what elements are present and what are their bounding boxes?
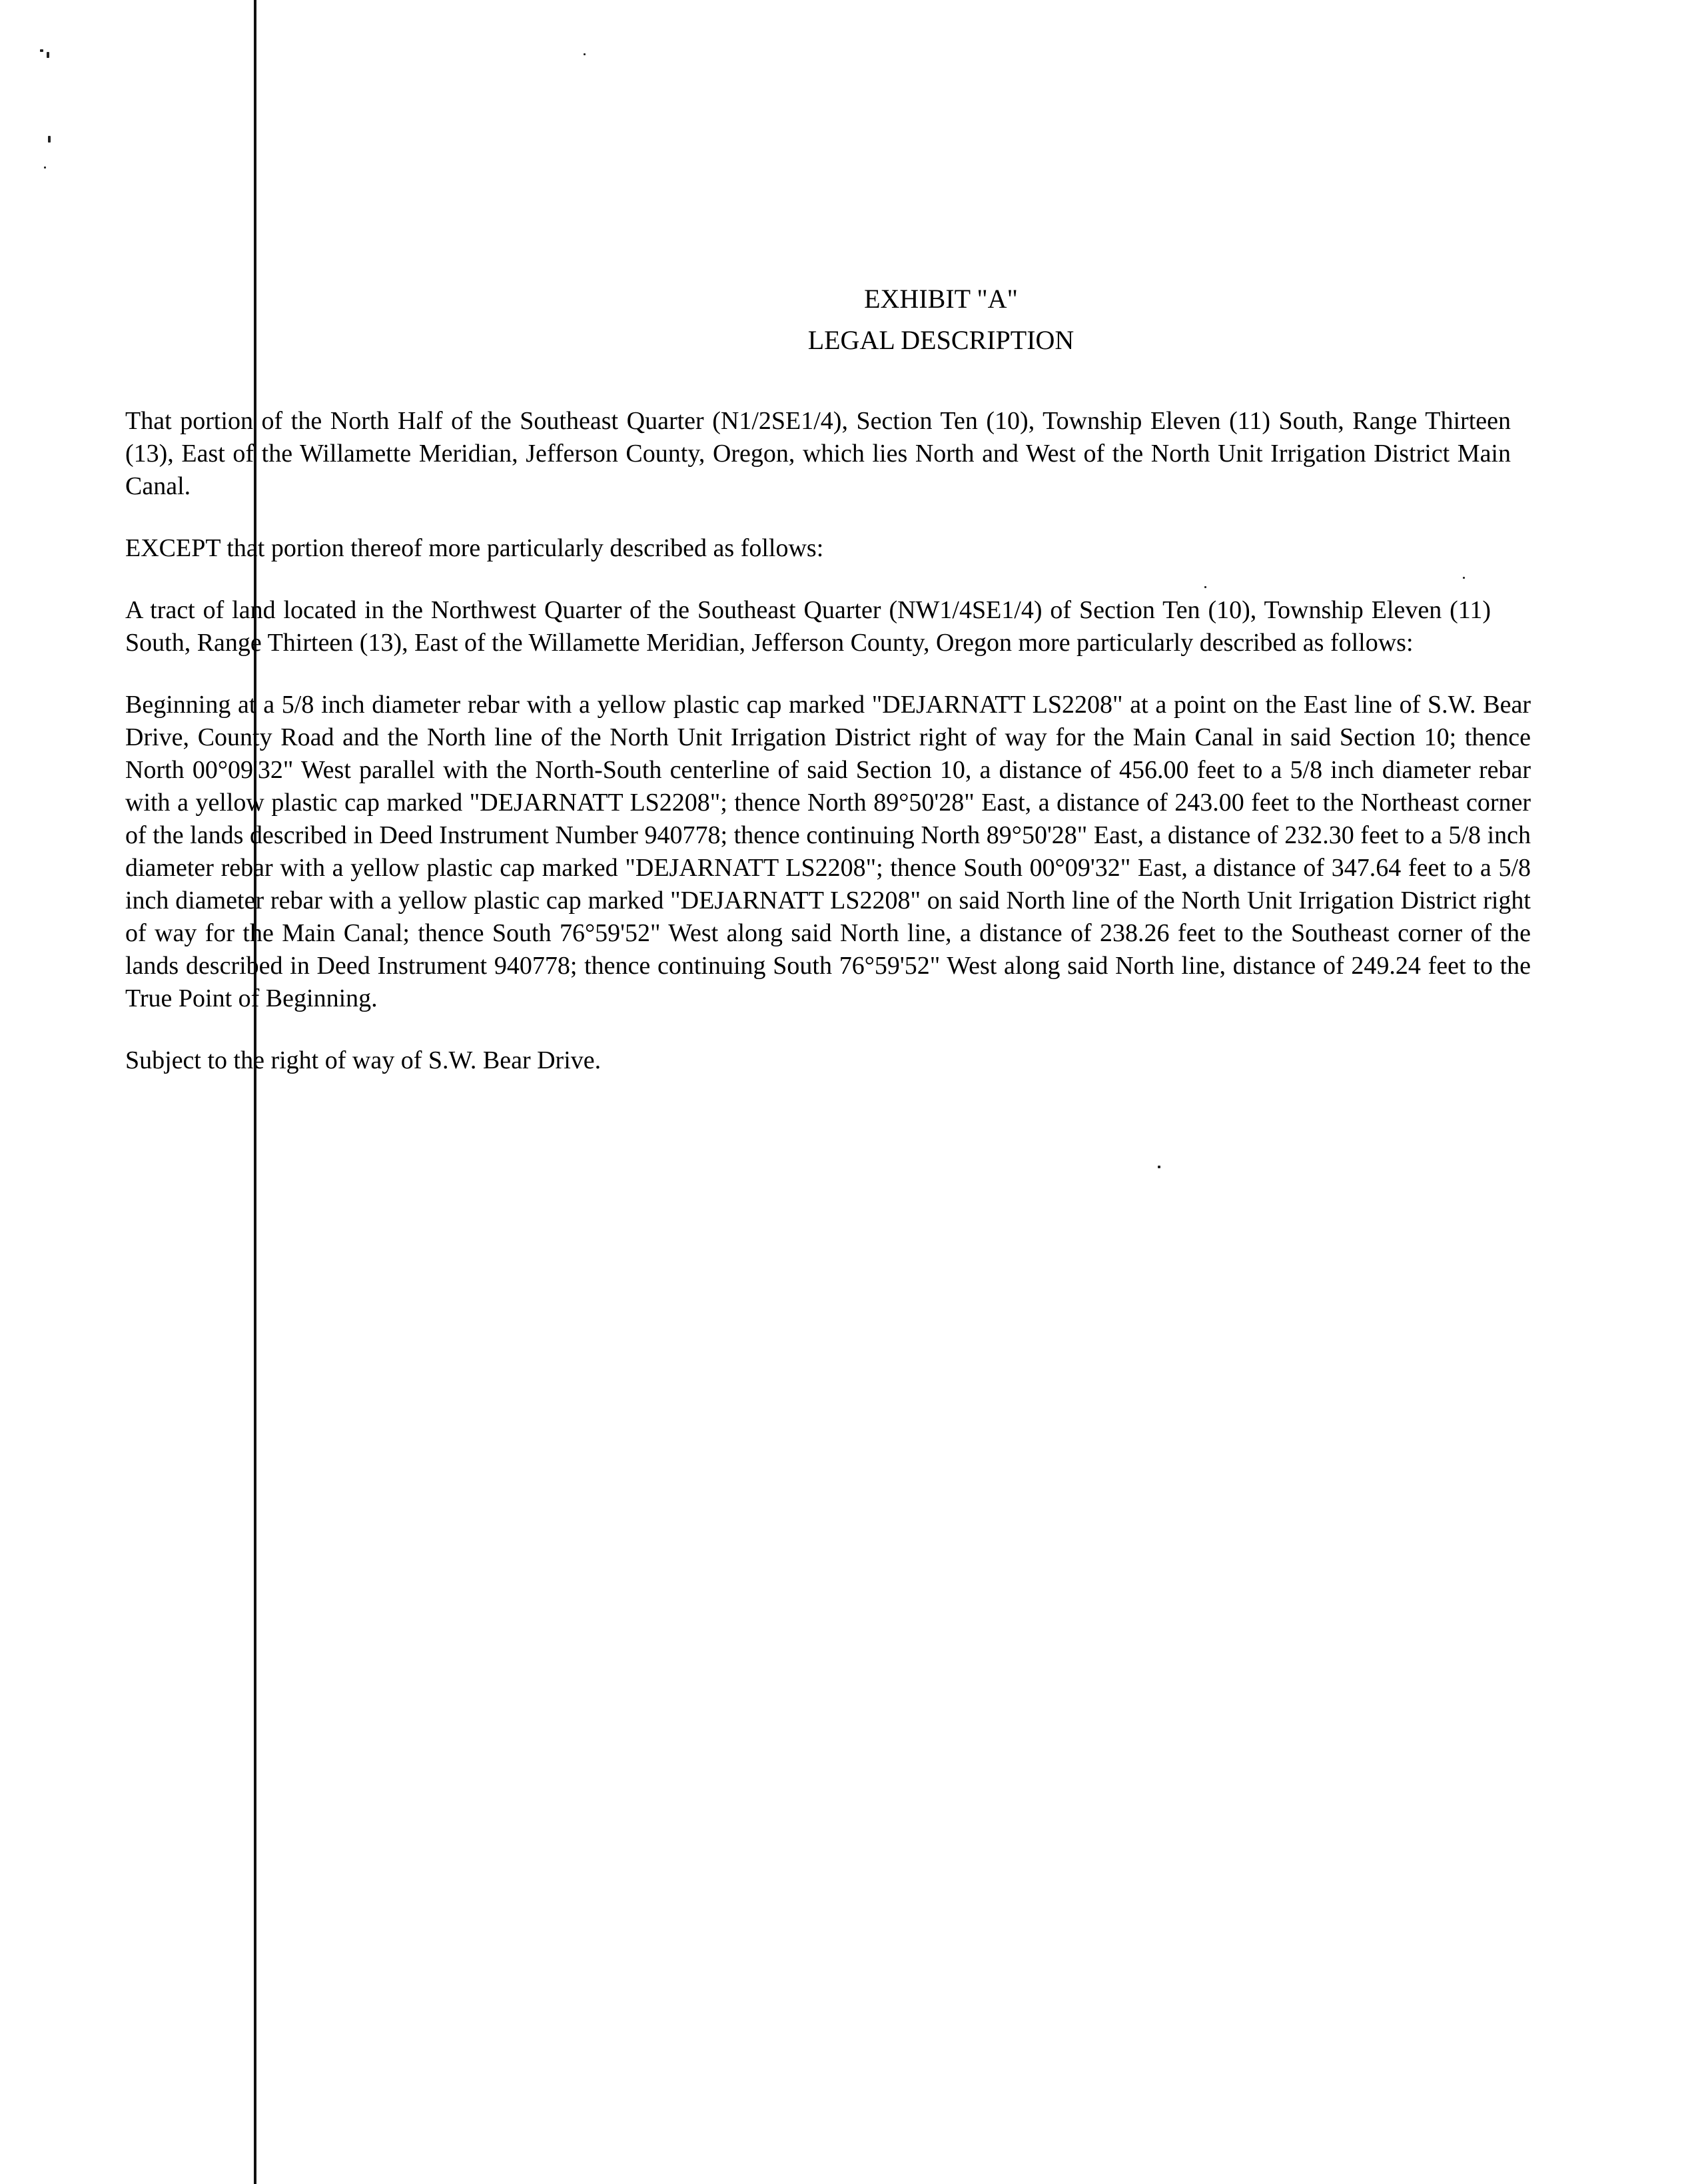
scan-speck [40, 49, 43, 52]
document-body [125, 405, 1531, 1106]
scan-speck [48, 136, 51, 143]
paragraph-except-clause: EXCEPT that portion thereof more particularly described as follows: [125, 534, 824, 562]
scan-speck [584, 53, 586, 55]
scan-speck [47, 52, 49, 58]
exhibit-title: EXHIBIT "A" [864, 284, 1018, 314]
paragraph-subject-to: Subject to the right of way of S.W. Bear Drive. [125, 1046, 602, 1074]
scan-speck [44, 167, 46, 169]
scan-speck [1158, 1166, 1160, 1168]
paragraph-parcel-description: That portion of the North Half of the Southeast Quarter (N1/2SE1/4), Section Ten (10), Township Eleven (11) South, Range Thirteen (13), East of the Willamette Meridian, Jefferson County, Oregon, which lies North and West of the North Unit Irrigation District Main Canal. [125, 407, 1511, 500]
paragraph-tract-description: A tract of land located in the Northwest Quarter of the Southeast Quarter (NW1/4SE1/4) of Section Ten (10), Township Eleven (11) South, Range Thirteen (13), East of the Willamette Meridian, Jefferson County, Oregon more particularly described as follows: [125, 596, 1491, 657]
legal-description-title: LEGAL DESCRIPTION [807, 325, 1074, 355]
document-heading [0, 278, 1702, 361]
paragraph-metes-and-bounds: Beginning at a 5/8 inch diameter rebar with a yellow plastic cap marked "DEJARNATT LS2208" at a point on the East line of S.W. Bear Drive, County Road and the North line of the North Unit Irrigation District right of way for the Main Canal in said Section 10; thence North 00°09'32" West parallel with the North-South centerline of said Section 10, a distance of 456.00 feet to a 5/8 inch diameter rebar with a yellow plastic cap marked "DEJARNATT LS2208"; thence North 89°50'28" East, a distance of 243.00 feet to the Northeast corner of the lands described in Deed Instrument Number 940778; thence continuing North 89°50'28" East, a distance of 232.30 feet to a 5/8 inch diameter rebar with a yellow plastic cap marked "DEJARNATT LS2208"; thence South 00°09'32" East, a distance of 347.64 feet to a 5/8 inch diameter rebar with a yellow plastic cap marked "DEJARNATT LS2208" on said North line of the North Unit Irrigation District right of way for the Main Canal; thence South 76°59'52" West along said North line, a distance of 238.26 feet to the Southeast corner of the lands described in Deed Instrument 940778; thence continuing South 76°59'52" West along said North line, distance of 249.24 feet to the True Point of Beginning. [125, 691, 1531, 1012]
